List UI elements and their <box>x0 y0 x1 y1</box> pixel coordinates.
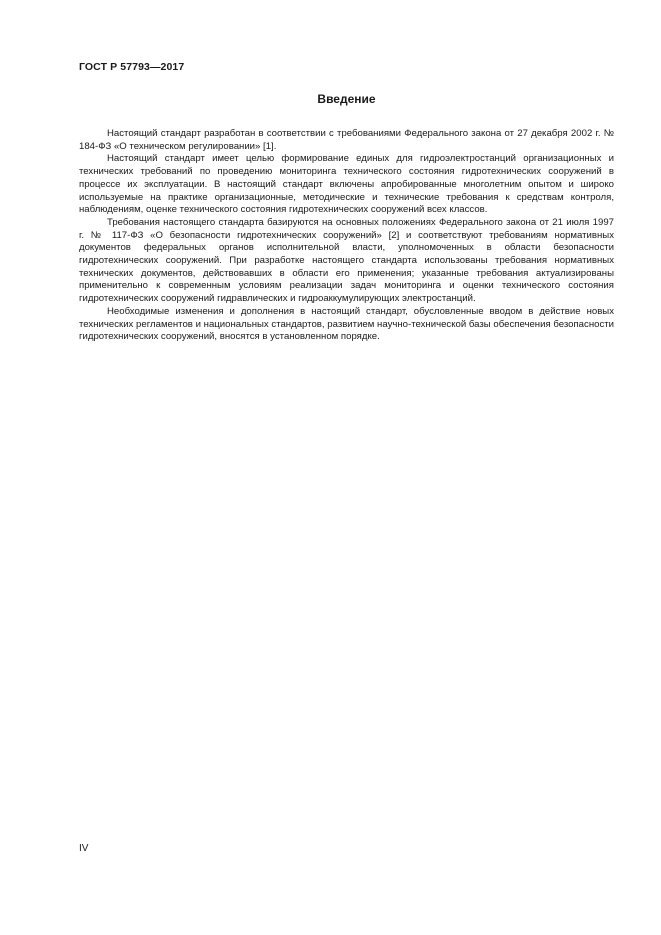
paragraph: Необходимые изменения и дополнения в настоящий стандарт, обусловленные вводом в действие новых технических регламентов и национальных стандартов, развитием научно-технической базы обеспечения безопасности гидротехнических сооружений, вносятся в установленном порядке. <box>79 305 614 343</box>
paragraph: Настоящий стандарт разработан в соответствии с требованиями Федерального закона от 27 декабря 2002 г. № 184-ФЗ «О техническом регулировании» [1]. <box>79 128 614 152</box>
section-title: Введение <box>317 92 376 106</box>
document-code: ГОСТ Р 57793—2017 <box>79 61 185 73</box>
body-text <box>79 128 614 344</box>
paragraph: Требования настоящего стандарта базируются на основных положениях Федерального закона от 21 июля 1997 г. № 117-ФЗ «О безопасности гидротехнических сооружений» [2] и соответствуют требованиям нормативных документов федеральных органов исполнительной власти, уполномоченных в области безопасности гидротехнических сооружений. При разработке настоящего стандарта использованы требования нормативных технических документов, действовавших в области его применения; указанные требования актуализированы применительно к современным условиям реализации задач мониторинга и оценки технического состояния гидротехнических сооружений гидравлических и гидроаккумулирующих электростанций. <box>79 216 614 305</box>
page-number: IV <box>79 843 89 854</box>
paragraph: Настоящий стандарт имеет целью формирование единых для гидроэлектростанций организационных и технических требований по проведению мониторинга технического состояния гидротехнических сооружений в процессе их эксплуатации. В настоящий стандарт включены апробированные многолетним опытом и широко используемые на практике организационные, методические и технические требования к средствам контроля, наблюдениям, оценке технического состояния гидротехнических сооружений всех классов. <box>79 153 614 216</box>
